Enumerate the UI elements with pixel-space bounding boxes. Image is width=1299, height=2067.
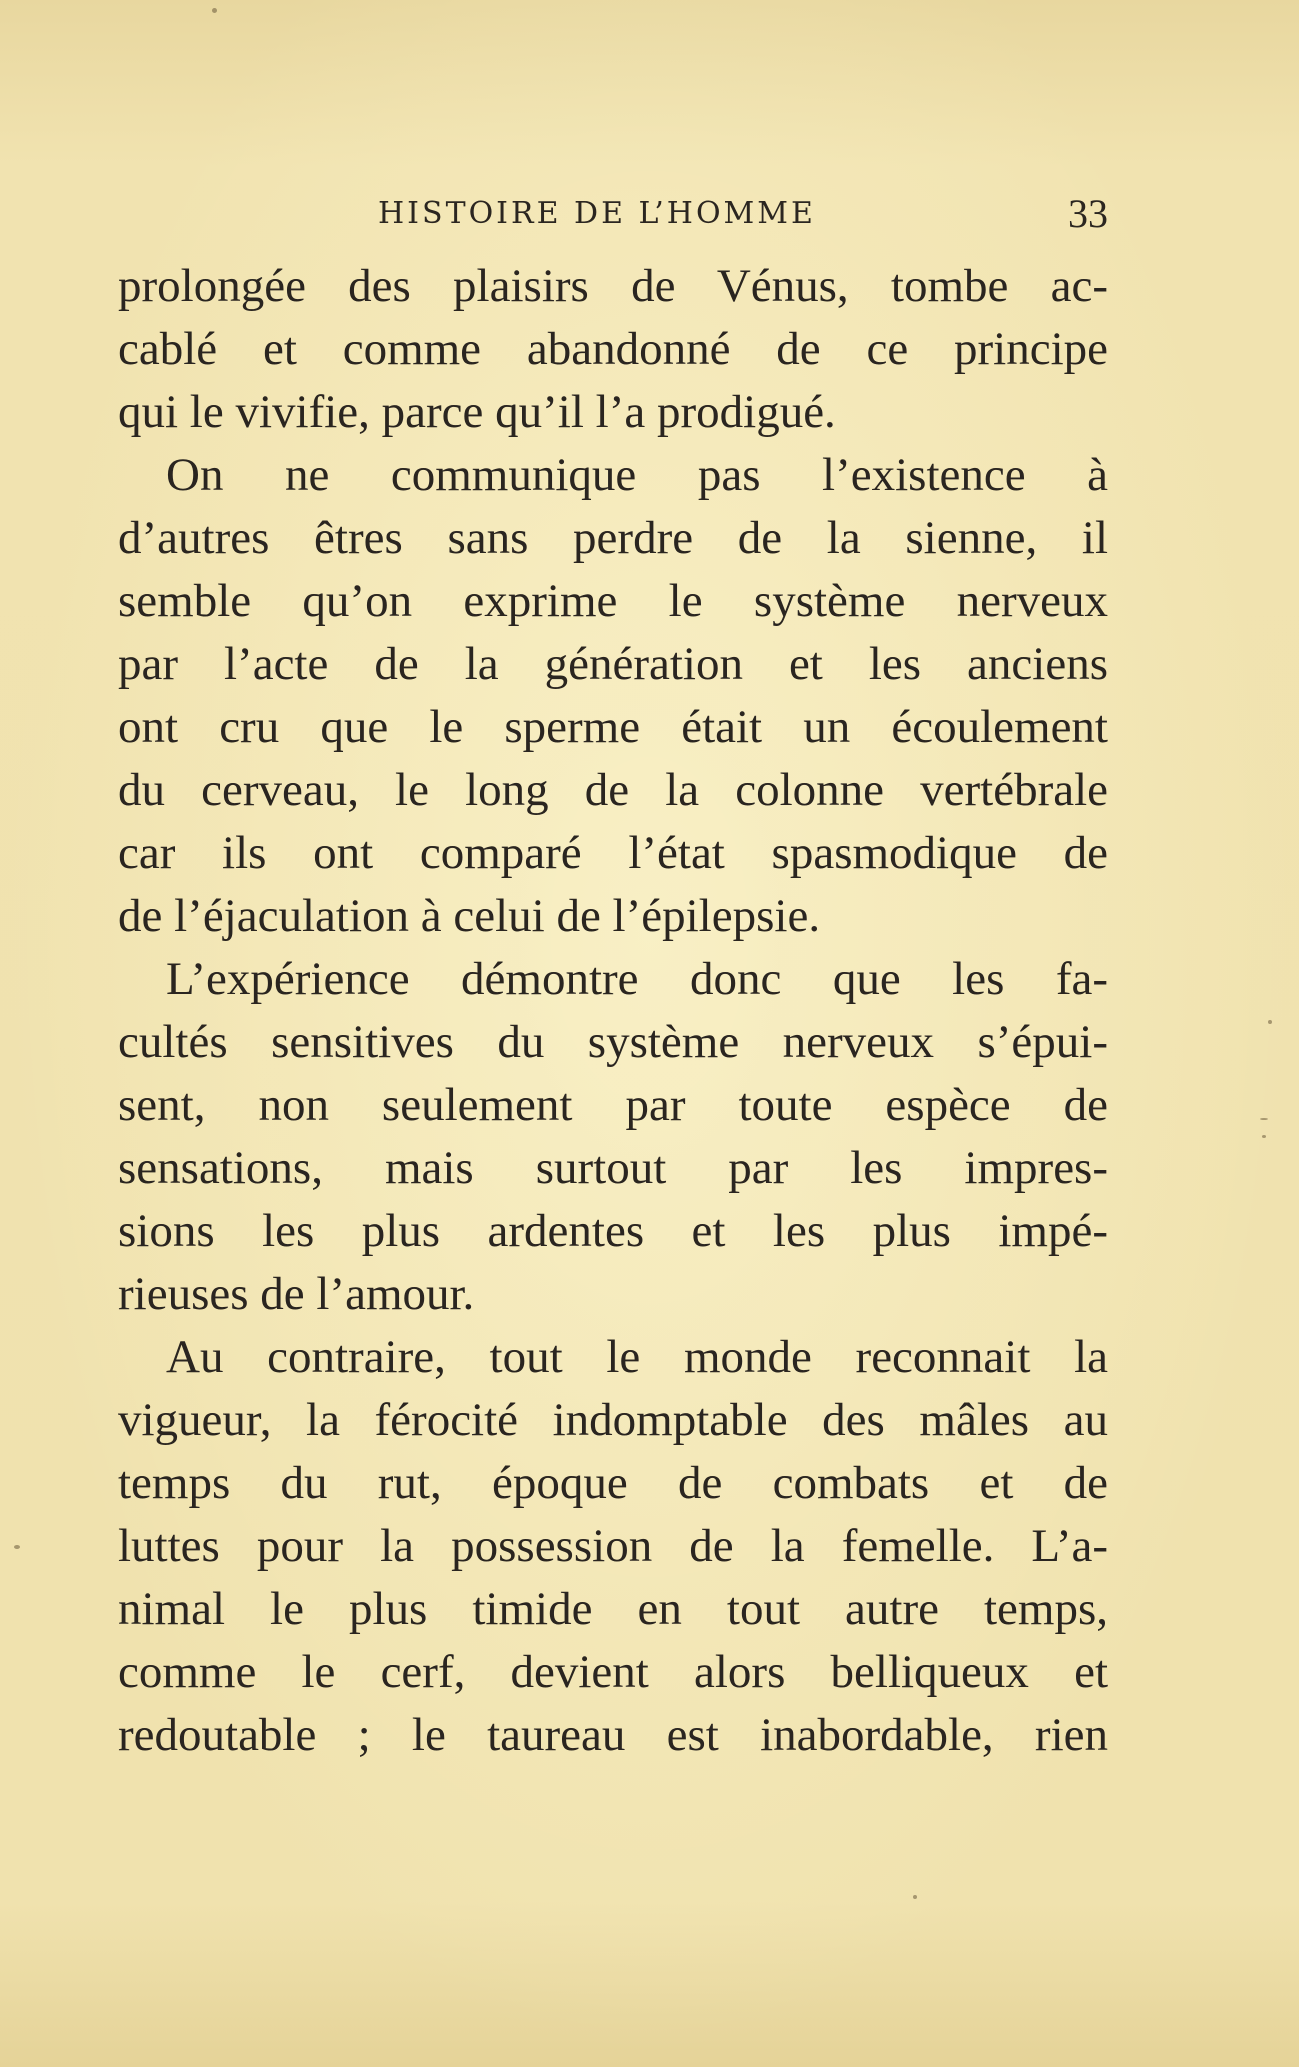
running-head: HISTOIRE DE L’HOMME (378, 196, 816, 231)
text-line: rieuses de l’amour. (118, 1268, 475, 1320)
text-line: cultés sensitives du système nerveux s’épui- (118, 1016, 1108, 1068)
text-line: cablé et comme abandonné de ce principe (118, 323, 1108, 375)
text-line: vigueur, la férocité indomptable des mâles au (118, 1394, 1108, 1446)
paper-speck (14, 1545, 20, 1549)
text-line: sensations, mais surtout par les impres- (118, 1142, 1108, 1194)
text-line: On ne communique pas l’existence à (166, 449, 1108, 501)
text-line: L’expérience démontre donc que les fa- (166, 953, 1108, 1005)
text-line: luttes pour la possession de la femelle. L’a- (118, 1520, 1108, 1572)
text-line: de l’éjaculation à celui de l’épilepsie. (118, 890, 821, 942)
text-line: sent, non seulement par toute espèce de (118, 1079, 1108, 1131)
text-line: Au contraire, tout le monde reconnait la (166, 1331, 1108, 1383)
text-line: ont cru que le sperme était un écoulement (118, 701, 1108, 753)
page-number: 33 (1068, 191, 1108, 236)
text-line: qui le vivifie, parce qu’il l’a prodigué. (118, 386, 836, 438)
body-text (118, 255, 1108, 1767)
text-line: car ils ont comparé l’état spasmodique de (118, 827, 1108, 879)
paper-speck (1260, 1118, 1268, 1120)
paper-speck (212, 8, 217, 13)
text-line: prolongée des plaisirs de Vénus, tombe ac- (118, 260, 1108, 312)
text-line: sions les plus ardentes et les plus impé- (118, 1205, 1108, 1257)
paper-speck (1268, 1020, 1272, 1024)
text-line: comme le cerf, devient alors belliqueux et (118, 1646, 1108, 1698)
text-line: d’autres êtres sans perdre de la sienne, il (118, 512, 1108, 564)
paper-speck (913, 1895, 917, 1899)
text-line: nimal le plus timide en tout autre temps, (118, 1583, 1108, 1635)
text-line: temps du rut, époque de combats et de (118, 1457, 1108, 1509)
text-line: par l’acte de la génération et les anciens (118, 638, 1108, 690)
paper-speck (1262, 1135, 1266, 1138)
text-line: du cerveau, le long de la colonne vertébrale (118, 764, 1108, 816)
text-line: semble qu’on exprime le système nerveux (118, 575, 1108, 627)
page-header (118, 190, 1108, 240)
text-line: redoutable ; le taureau est inabordable, rien (118, 1709, 1108, 1761)
